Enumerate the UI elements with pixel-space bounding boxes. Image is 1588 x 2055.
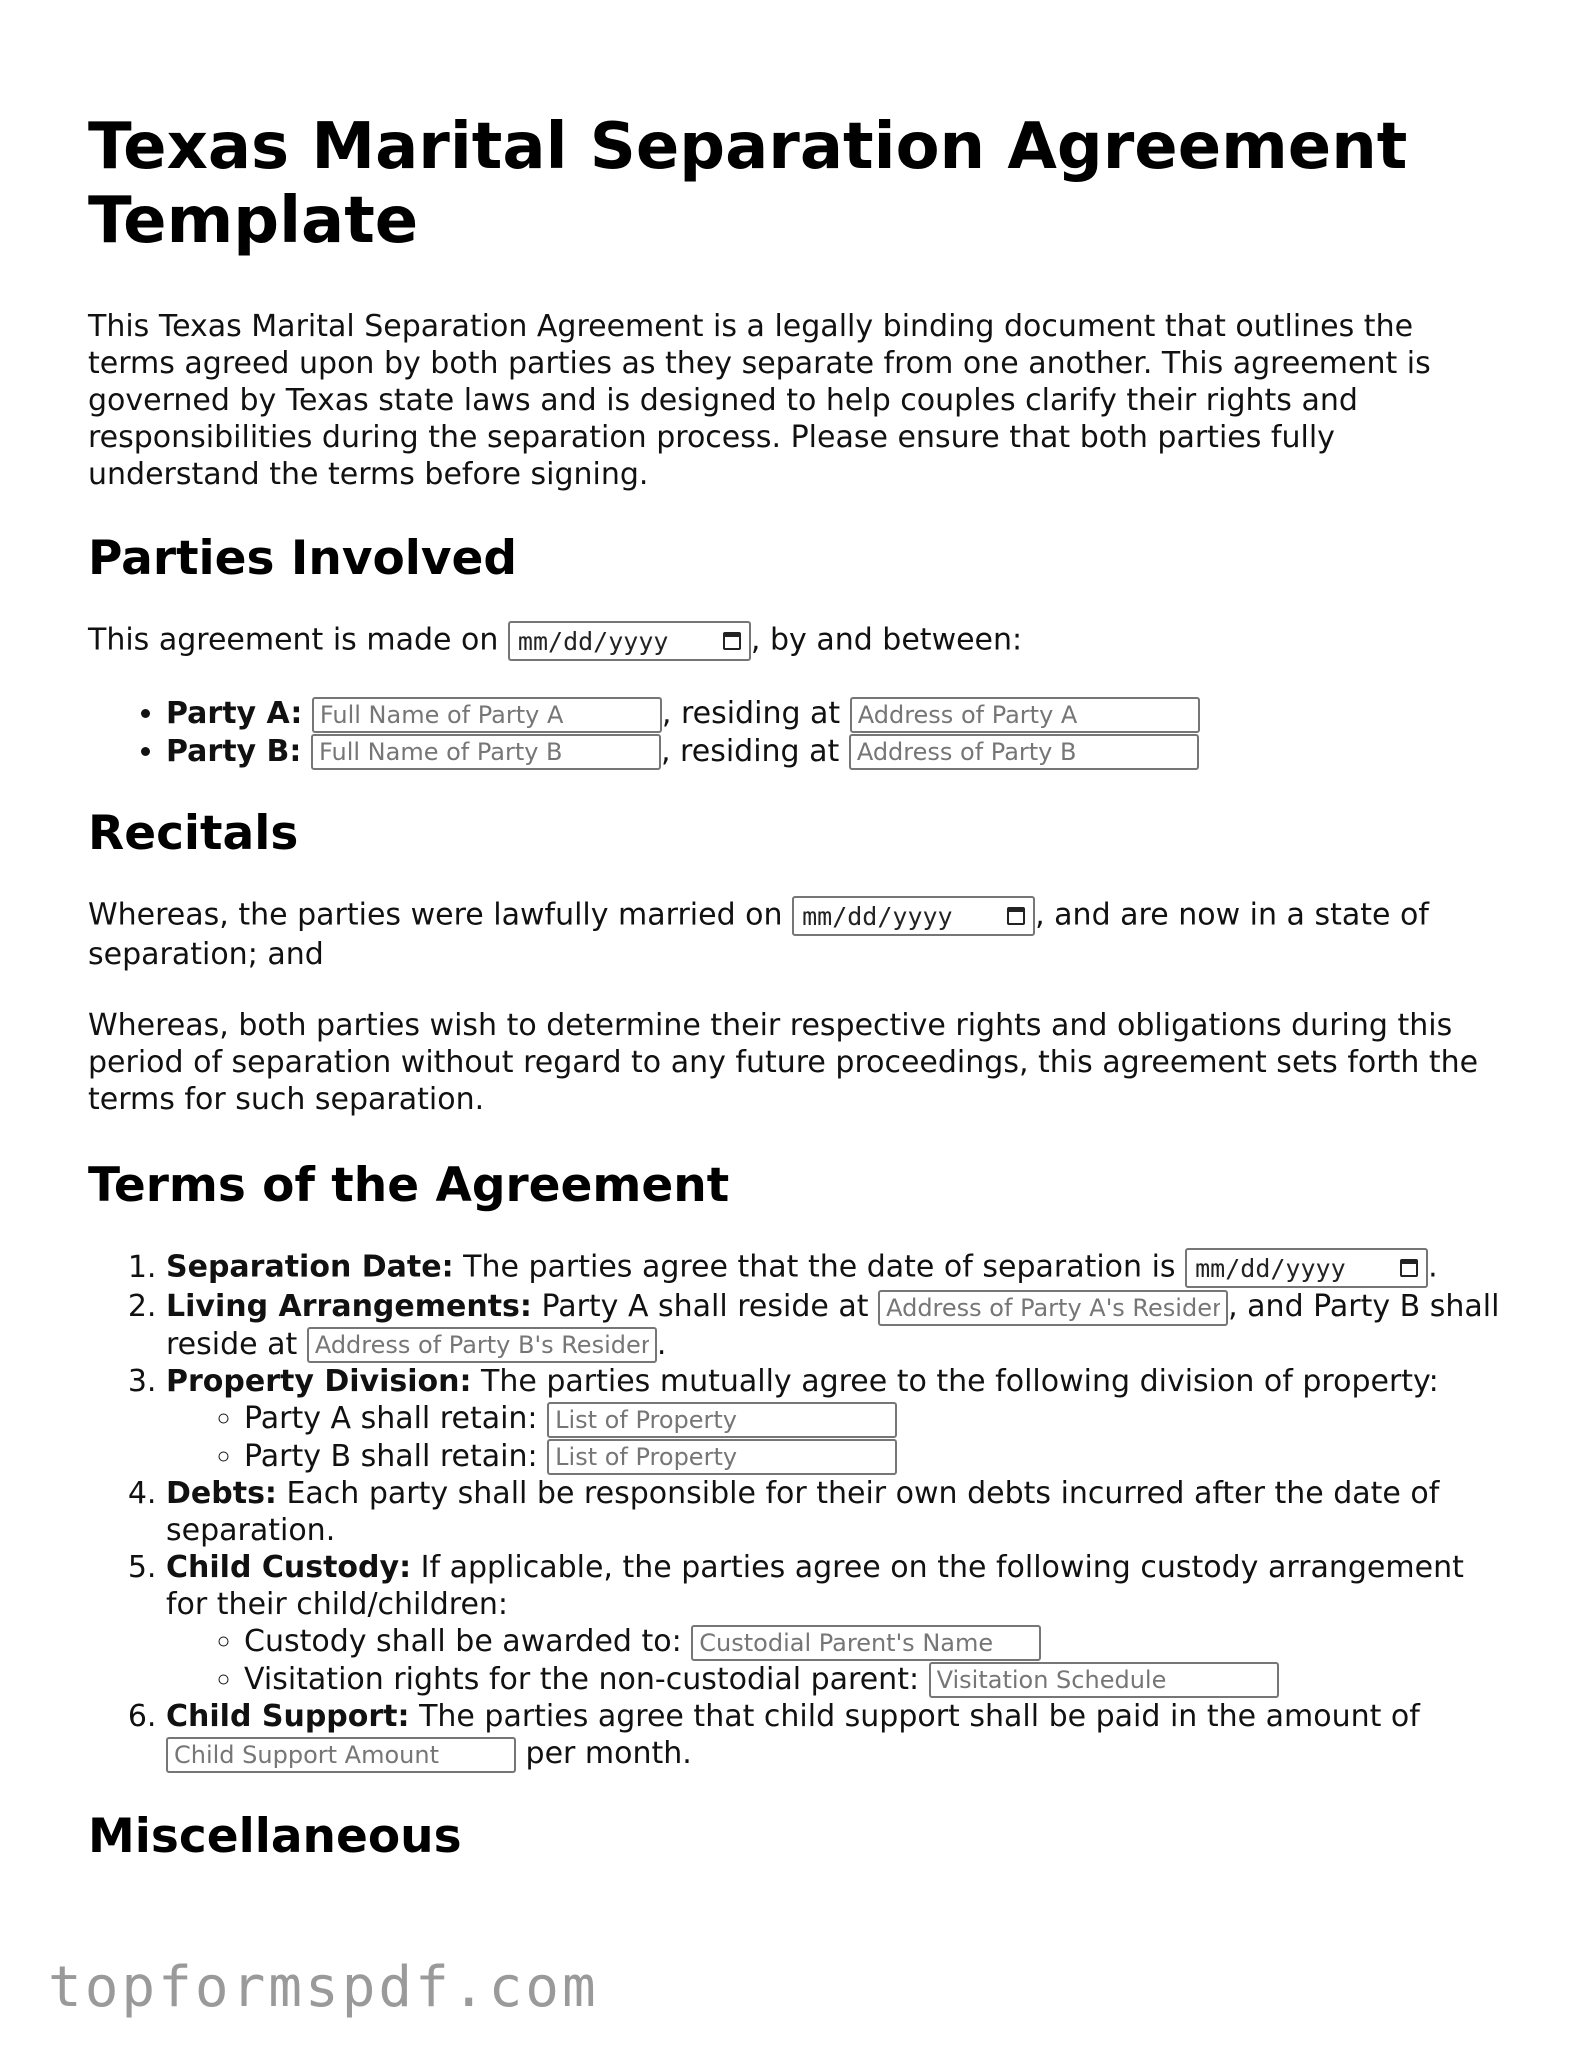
residing-at-text: , residing at [660, 733, 840, 769]
list-item-party-b [166, 733, 1508, 771]
agreement-date-placeholder: mm/dd/yyyy [517, 626, 669, 656]
agreement-date-suffix: , by and between: [750, 622, 1023, 658]
party-a-property-input[interactable] [547, 1402, 897, 1438]
residing-at-text: , residing at [661, 696, 841, 731]
marriage-date-placeholder: mm/dd/yyyy [802, 901, 953, 931]
agreement-date-prefix: This agreement is made on [88, 622, 499, 658]
visitation-text: Visitation rights for the non-custodial parent: [244, 1661, 920, 1697]
term-separation-date [166, 1248, 1508, 1288]
section-heading-terms: Terms of the Agreement [88, 1158, 730, 1213]
child-custody-label: Child Custody: [166, 1550, 412, 1585]
section-heading-miscellaneous: Miscellaneous [88, 1808, 462, 1864]
child-support-text: The parties agree that child support shall be paid in the amount of [419, 1699, 1420, 1734]
agreement-date-input[interactable] [508, 621, 751, 661]
list-item-property-a [244, 1400, 1508, 1438]
term-debts [166, 1475, 1508, 1549]
parties-list [88, 695, 1508, 770]
party-b-label: Party B: [166, 733, 302, 769]
list-item-custody-awarded [244, 1623, 1508, 1661]
document-page [88, 110, 1508, 1899]
calendar-icon[interactable] [1007, 907, 1025, 925]
married-prefix: Whereas, the parties were lawfully married on [88, 897, 783, 933]
custody-awarded-text: Custody shall be awarded to: [244, 1624, 682, 1659]
child-custody-text: If applicable, the parties agree on the following custody arrangement for their child/children: [166, 1550, 1464, 1622]
custody-sublist [166, 1623, 1508, 1698]
property-sublist [166, 1400, 1508, 1475]
living-arrangements-label: Living Arrangements: [166, 1289, 532, 1324]
party-a-name-input[interactable] [312, 697, 662, 733]
living-text-b: , and Party B shall reside at [166, 1289, 1500, 1362]
calendar-icon[interactable] [723, 632, 741, 650]
marriage-date-input[interactable] [792, 896, 1035, 936]
page-title: Texas Marital Separation Agreement Template [88, 110, 1408, 258]
property-b-text: Party B shall retain: [244, 1438, 538, 1474]
property-division-text: The parties mutually agree to the following division of property: [481, 1364, 1439, 1399]
party-a-residence-input[interactable] [878, 1290, 1228, 1326]
list-item-property-b [244, 1438, 1508, 1476]
terms-list [88, 1248, 1508, 1773]
property-division-label: Property Division: [166, 1364, 472, 1399]
property-a-text: Party A shall retain: [244, 1401, 538, 1436]
list-item-party-a [166, 695, 1508, 733]
separation-date-text: The parties agree that the date of separation is [463, 1249, 1176, 1285]
living-text-a: Party A shall reside at [541, 1289, 869, 1324]
term-child-custody [166, 1549, 1508, 1698]
married-suffix: , and are now in a state of separation; and [88, 897, 1429, 972]
agreement-date-line [88, 621, 1508, 661]
debts-text: Each party shall be responsible for their own debts incurred after the date of separation. [166, 1476, 1440, 1548]
party-b-residence-input[interactable] [307, 1327, 657, 1363]
visitation-schedule-input[interactable] [929, 1662, 1279, 1698]
section-heading-parties: Parties Involved [88, 531, 518, 586]
term-living-arrangements [166, 1288, 1508, 1363]
party-a-label: Party A: [166, 696, 303, 731]
recital-married-line [88, 896, 1508, 973]
living-period: . [656, 1326, 667, 1362]
term-child-support [166, 1698, 1508, 1773]
child-support-amount-input[interactable] [166, 1737, 516, 1773]
list-item-visitation [244, 1661, 1508, 1699]
separation-date-label: Separation Date: [166, 1249, 454, 1285]
term-property-division [166, 1363, 1508, 1475]
separation-date-placeholder: mm/dd/yyyy [1195, 1253, 1346, 1283]
watermark-text: topformspdf.com [48, 1955, 599, 2020]
debts-label: Debts: [166, 1476, 277, 1511]
child-support-suffix: per month. [525, 1736, 692, 1771]
party-b-address-input[interactable] [849, 734, 1199, 770]
calendar-icon[interactable] [1400, 1259, 1418, 1277]
separation-date-input[interactable] [1185, 1248, 1428, 1288]
party-b-property-input[interactable] [547, 1439, 897, 1475]
separation-date-period: . [1428, 1249, 1438, 1285]
section-heading-recitals: Recitals [88, 806, 299, 861]
party-a-address-input[interactable] [850, 697, 1200, 733]
recital-second-paragraph: Whereas, both parties wish to determine their respective rights and obligations during this period of separation without regard to any future proceedings, this agreement sets forth the terms for such separation. [88, 1008, 1479, 1117]
intro-paragraph: This Texas Marital Separation Agreement is a legally binding document that outlines the terms agreed upon by both parties as they separate from one another. This agreement is governed by Texas state laws and is designed to help couples clarify their rights and responsibilities during the separation process. Please ensure that both parties fully understand the terms before signing. [88, 309, 1431, 492]
party-b-name-input[interactable] [311, 734, 661, 770]
child-support-label: Child Support: [166, 1699, 410, 1734]
custodial-parent-input[interactable] [691, 1625, 1041, 1661]
